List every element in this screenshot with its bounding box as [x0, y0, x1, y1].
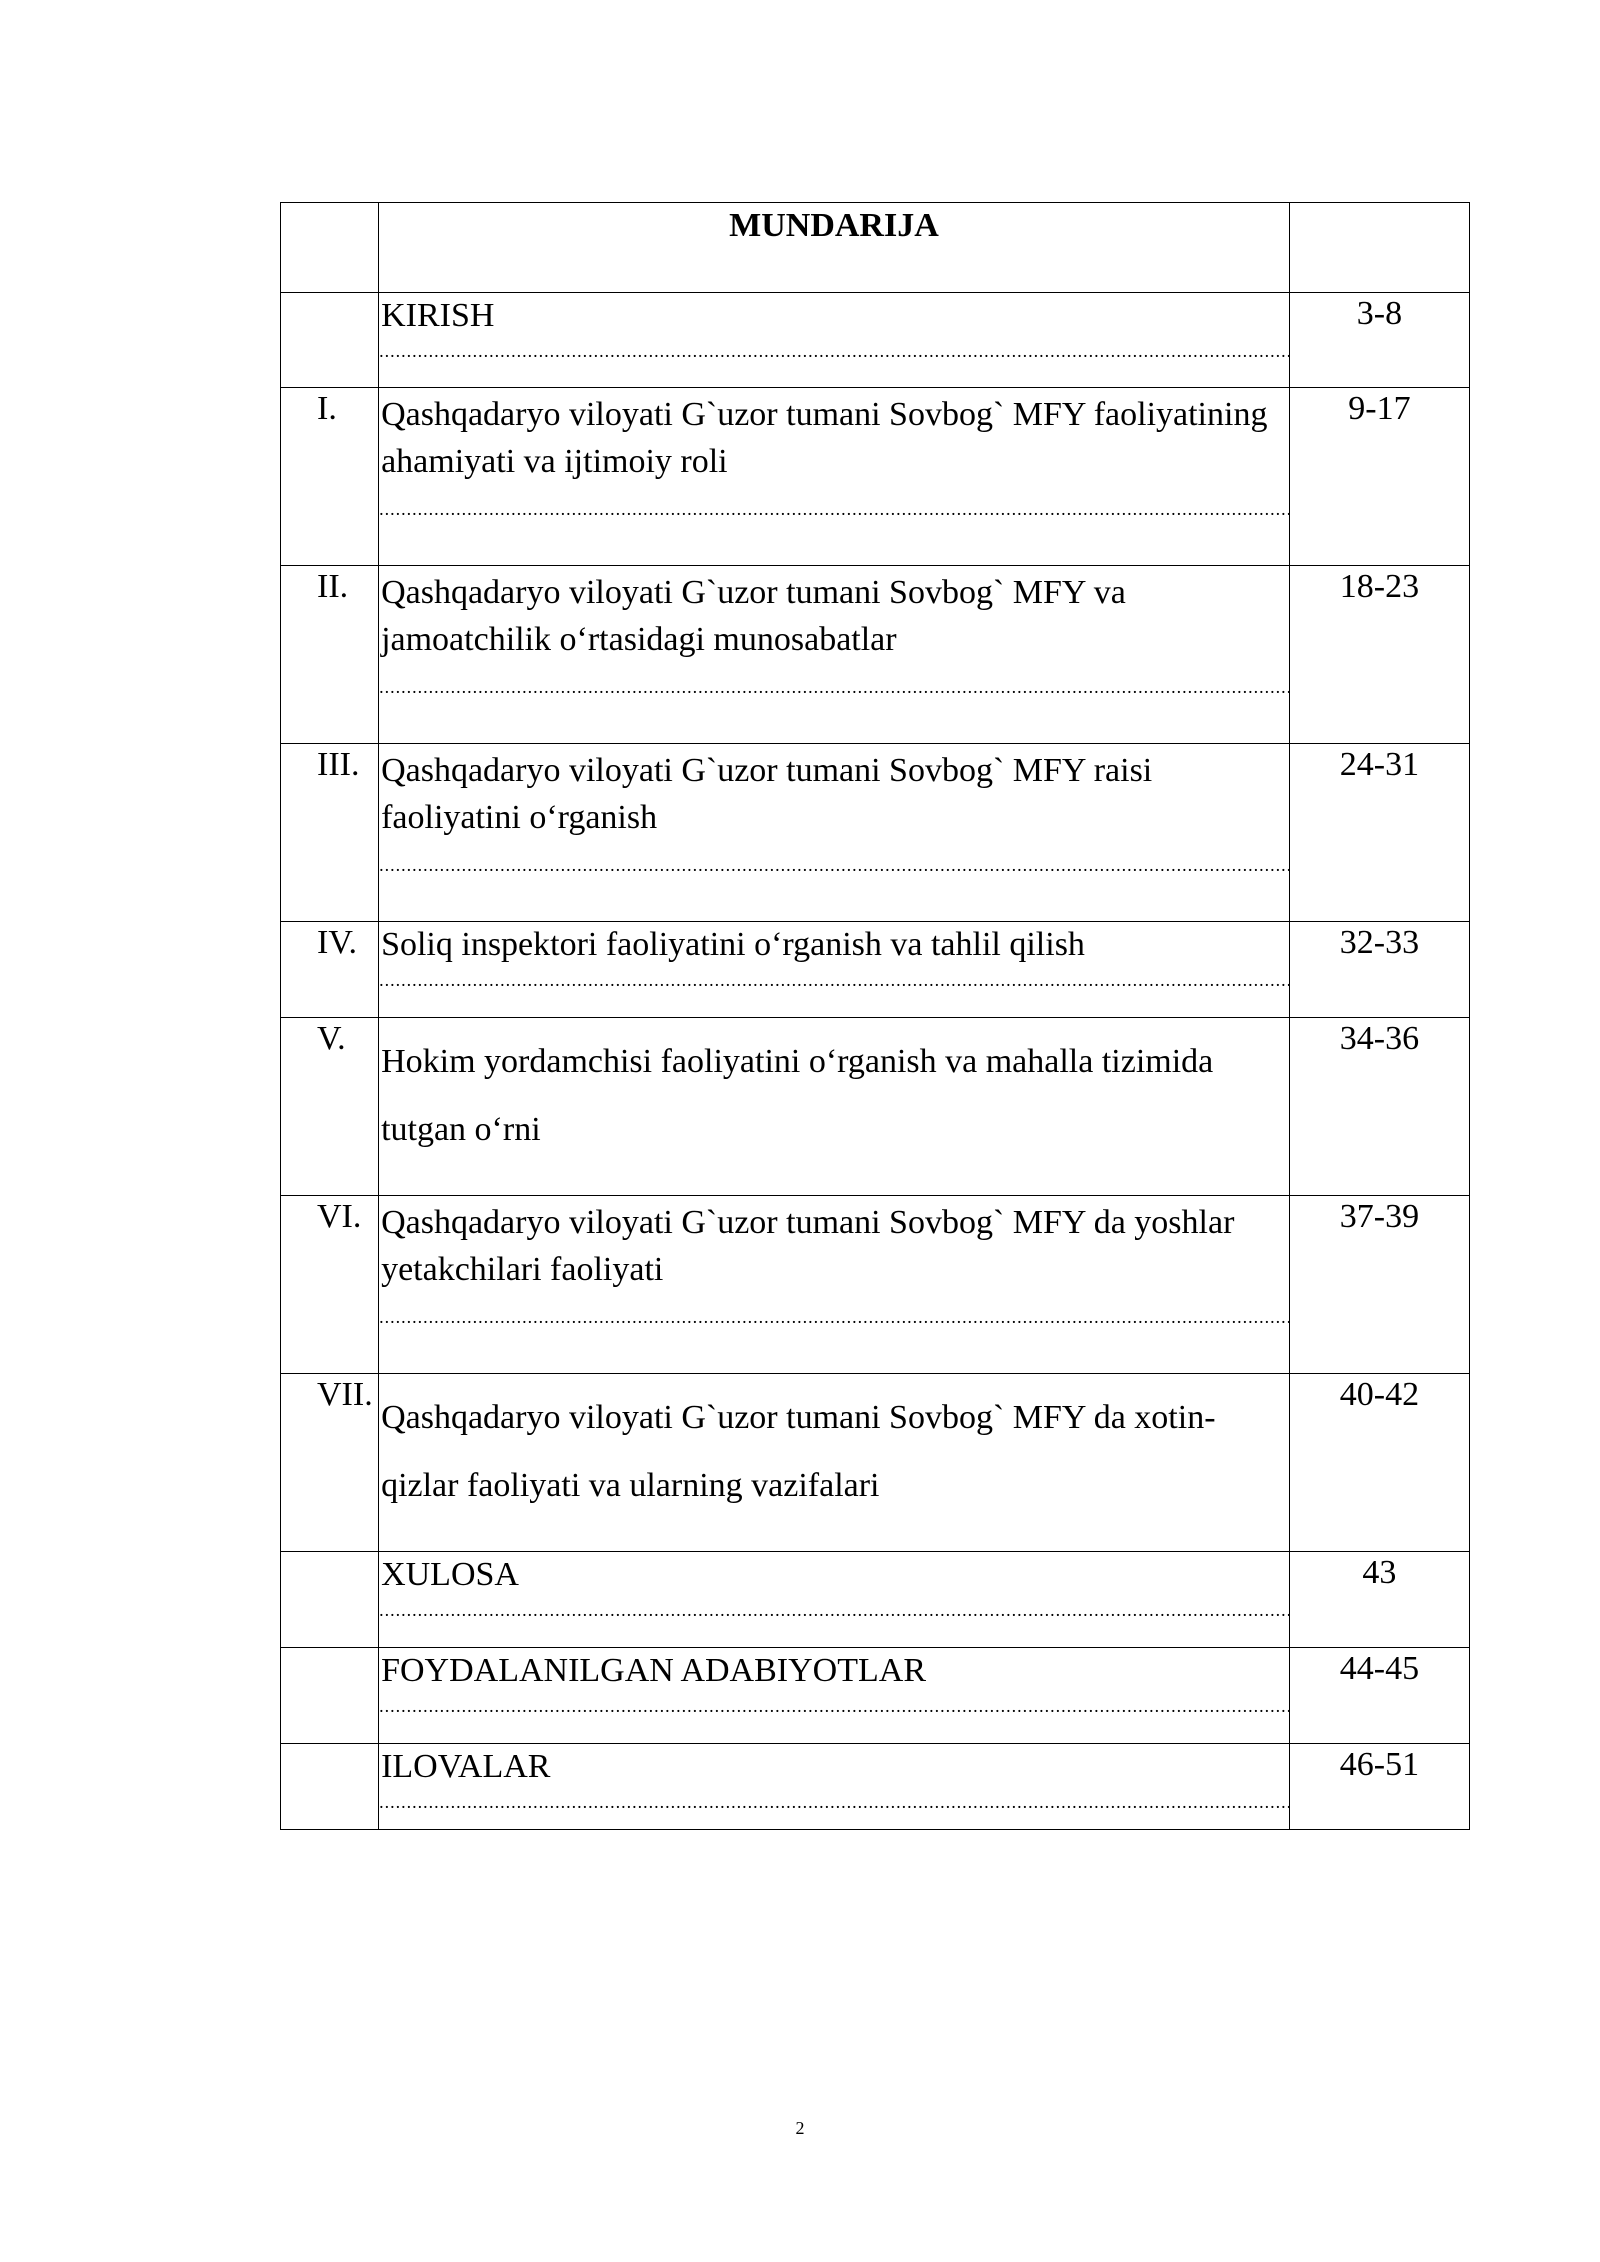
toc-row — [281, 1744, 1470, 1830]
header-empty-cell — [281, 203, 379, 293]
row-title: FOYDALANILGAN ADABIYOTLAR — [381, 1652, 926, 1689]
row-pages: 40-42 — [1339, 1376, 1420, 1413]
dot-leader — [379, 971, 1289, 991]
table-of-contents — [280, 202, 1470, 1830]
row-pages: 3-8 — [1356, 295, 1403, 332]
row-number: II. — [317, 568, 349, 605]
row-title: Qashqadaryo viloyati G`uzor tumani Sovbog` MFY faoliyatining ahamiyati va ijtimoiy roli — [381, 396, 1268, 480]
dot-leader — [379, 856, 1289, 876]
row-pages: 44-45 — [1339, 1650, 1420, 1687]
dot-leader — [379, 1601, 1289, 1621]
toc-row — [281, 922, 1470, 1018]
row-pages: 32-33 — [1339, 924, 1420, 961]
dot-leader — [379, 1697, 1289, 1717]
row-number: I. — [317, 390, 337, 427]
toc-row — [281, 1018, 1470, 1196]
row-number: VII. — [317, 1376, 373, 1413]
toc-row — [281, 1648, 1470, 1744]
toc-row — [281, 566, 1470, 744]
row-pages: 46-51 — [1339, 1746, 1420, 1783]
toc-row — [281, 388, 1470, 566]
row-title: Qashqadaryo viloyati G`uzor tumani Sovbog` MFY da yoshlar yetakchilari faoliyati — [381, 1204, 1235, 1288]
row-title: Soliq inspektori faoliyatini o‘rganish va tahlil qilish — [381, 926, 1085, 963]
row-title: XULOSA — [381, 1556, 519, 1593]
toc-row — [281, 293, 1470, 388]
row-pages: 34-36 — [1339, 1020, 1420, 1057]
row-number: V. — [317, 1020, 346, 1057]
row-number: III. — [317, 746, 360, 783]
toc-row — [281, 1374, 1470, 1552]
row-pages: 43 — [1362, 1554, 1397, 1591]
row-pages: 18-23 — [1339, 568, 1420, 605]
dot-leader — [379, 342, 1289, 362]
toc-row — [281, 1196, 1470, 1374]
toc-header-row — [281, 203, 1470, 293]
header-page-cell — [1289, 203, 1469, 293]
row-title: Hokim yordamchisi faoliyatini o‘rganish va mahalla tizimida tutgan o‘rni — [381, 1043, 1214, 1148]
toc-title: MUNDARIJA — [729, 207, 939, 244]
dot-leader — [379, 678, 1289, 698]
row-pages: 24-31 — [1339, 746, 1420, 783]
dot-leader — [379, 500, 1289, 520]
toc-title-cell — [379, 203, 1290, 293]
row-title: Qashqadaryo viloyati G`uzor tumani Sovbog` MFY da xotin-qizlar faoliyati va ularning vazifalari — [381, 1399, 1216, 1504]
page-number: 2 — [795, 2118, 805, 2138]
row-title: ILOVALAR — [381, 1748, 551, 1785]
row-title: Qashqadaryo viloyati G`uzor tumani Sovbog` MFY raisi faoliyatini o‘rganish — [381, 752, 1153, 836]
row-title: KIRISH — [381, 297, 495, 334]
toc-row — [281, 744, 1470, 922]
row-pages: 37-39 — [1339, 1198, 1420, 1235]
row-number: IV. — [317, 924, 357, 961]
dot-leader — [379, 1308, 1289, 1328]
dot-leader — [379, 1793, 1289, 1813]
row-title: Qashqadaryo viloyati G`uzor tumani Sovbog` MFY va jamoatchilik o‘rtasidagi munosabatlar — [381, 574, 1126, 658]
row-number: VI. — [317, 1198, 362, 1235]
row-pages: 9-17 — [1348, 390, 1411, 427]
toc-row — [281, 1552, 1470, 1648]
